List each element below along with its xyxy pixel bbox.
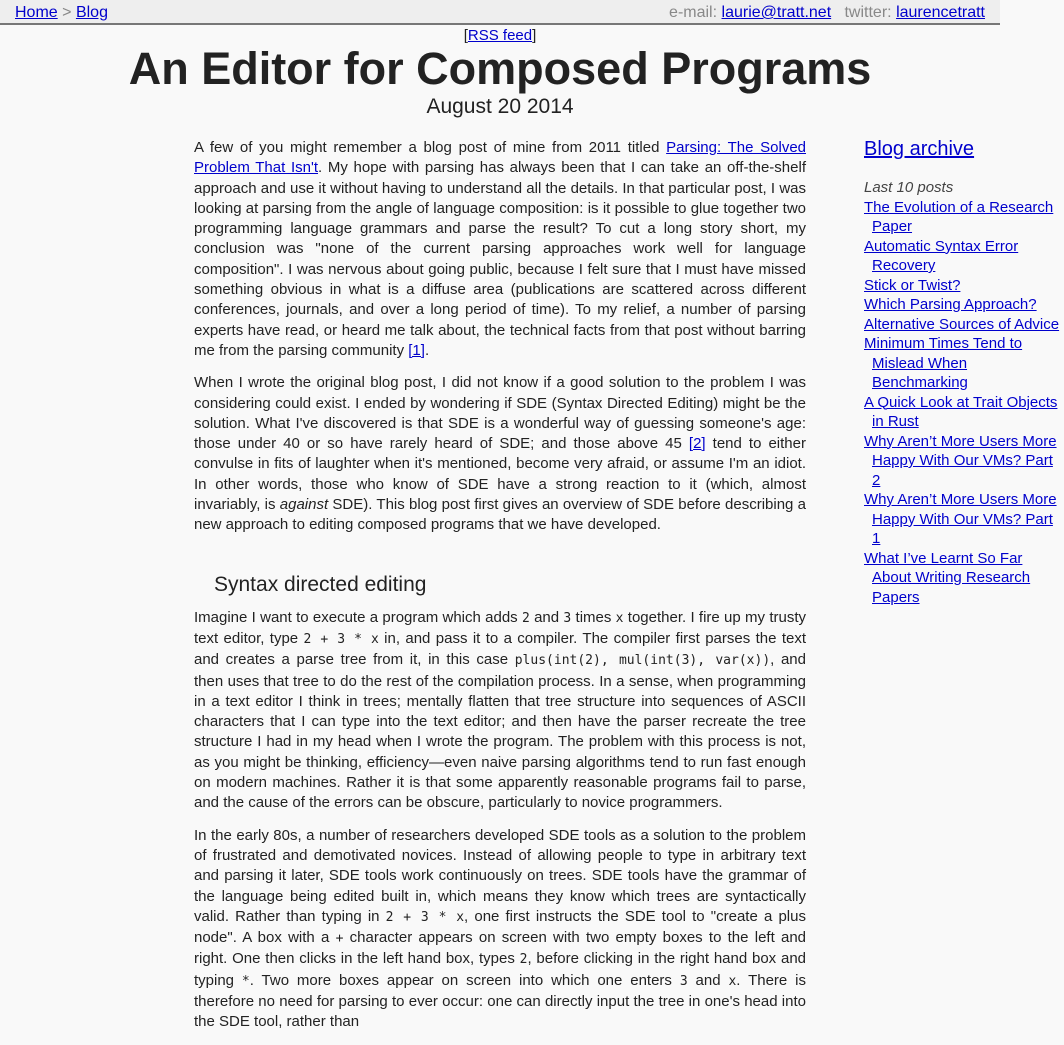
section-heading: Syntax directed editing bbox=[214, 572, 427, 596]
footnote-1-link[interactable]: [1] bbox=[408, 341, 425, 359]
text: . There is therefore no need for parsing to ever occur: one can directly input the tree in one's head into the SDE tool, rather than bbox=[194, 971, 806, 1031]
footnote-2-link[interactable]: [2] bbox=[688, 435, 706, 453]
text: In the early 80s, a number of researchers developed SDE tools as a solution to the problem of frustrated and demotivated novices. Instead of allowing people to type in arbitrary text and parsing it later, SDE tools work continuously on trees. SDE tools have the grammar of the language being edited built in, which means they know which trees are syntactically valid. Rather than typing in bbox=[194, 826, 806, 925]
text: and bbox=[687, 971, 729, 989]
recent-post-link[interactable]: What I’ve Learnt So Far About Writing Research Papers bbox=[864, 549, 1031, 606]
code: * bbox=[241, 973, 250, 989]
list-item bbox=[864, 432, 1064, 491]
blog-link[interactable]: Blog bbox=[75, 4, 108, 21]
code: 3 bbox=[563, 610, 572, 626]
code: 2 + 3 * x bbox=[303, 631, 379, 647]
list-item bbox=[864, 549, 1064, 608]
list-item bbox=[864, 198, 1064, 237]
text: When I wrote the original blog post, I did not know if a good solution to the problem I was considering could exist. I ended by wondering if SDE (Syntax Directed Editing) might be the solution. What I've discovered is that SDE is a wonderful way of guessing someone's age: those under 40 or so have rarely heard of SDE; and those above 45 bbox=[194, 374, 806, 453]
list-item bbox=[864, 393, 1064, 432]
code: 2 + 3 * x bbox=[385, 909, 465, 925]
text: tend to either convulse in fits of laughter when it's mentioned, become very afraid, or assume I'm an idiot. In other words, those who know of SDE have a strong reaction to it (which, almost invariably, is bbox=[194, 435, 806, 514]
text: together. I fire up my trusty text editor, type bbox=[194, 608, 806, 647]
recent-post-link[interactable]: Minimum Times Tend to Mislead When Benchmarking bbox=[864, 335, 1023, 391]
text: , and then uses that tree to do the rest of the compilation process. In a sense, when programming in a text editor I think in trees; mentally flatten that tree structure into sequences of ASCII characters that I can type into the text editor; and then have the parser recreate the tree structure I had in my head when I wrote the program. The problem with this process is not, as you might be thinking, efficiency—even naive parsing algorithms tend to run fast enough on modern machines. Rather it is that some apparently reasonable programs fail to parse, and the cause of the errors can be obscure, particularly to novice programmers. bbox=[194, 651, 806, 812]
twitter-link[interactable]: laurencetratt bbox=[896, 4, 985, 21]
blog-archive-link[interactable]: Blog archive bbox=[864, 138, 975, 160]
text: , one first instructs the SDE tool to "create a plus node". A box with a bbox=[194, 907, 806, 947]
text: . Two more boxes appear on screen into which one enters bbox=[249, 971, 680, 989]
recent-post-link[interactable]: A Quick Look at Trait Objects in Rust bbox=[864, 393, 1058, 430]
recent-post-link[interactable]: Which Parsing Approach? bbox=[864, 296, 1037, 313]
email-label: e-mail: bbox=[669, 4, 718, 21]
recent-post-link[interactable]: Stick or Twist? bbox=[864, 276, 961, 294]
sidebar bbox=[864, 136, 1060, 607]
recent-post-link[interactable]: Why Aren’t More Users More Happy With Our VMs? Part 1 bbox=[864, 491, 1057, 547]
recent-post-link[interactable]: Alternative Sources of Advice bbox=[864, 315, 1060, 333]
recent-post-link[interactable]: Why Aren’t More Users More Happy With Our VMs? Part 2 bbox=[864, 432, 1057, 489]
page-title: An Editor for Composed Programs bbox=[128, 43, 872, 94]
twitter-label: twitter: bbox=[844, 4, 892, 21]
text: and bbox=[529, 608, 564, 626]
top-nav-bar bbox=[0, 0, 1000, 25]
list-item bbox=[864, 315, 1064, 335]
emphasis: against bbox=[279, 496, 329, 514]
text: character appears on screen with two empty boxes to the left and right. One then clicks in the left hand box, types bbox=[194, 929, 807, 968]
list-item bbox=[864, 276, 1064, 296]
contact-info bbox=[669, 0, 985, 25]
rss-feed-link[interactable]: RSS feed bbox=[467, 27, 533, 44]
text: SDE). This blog post first gives an overview of SDE before describing a new approach to editing composed programs that we have developed. bbox=[194, 496, 806, 534]
paragraph-1 bbox=[194, 138, 806, 361]
article-body bbox=[194, 138, 806, 1045]
code: x bbox=[615, 610, 624, 626]
breadcrumb bbox=[15, 0, 108, 25]
code: x bbox=[728, 973, 737, 989]
recent-post-link[interactable]: The Evolution of a Research Paper bbox=[864, 198, 1054, 235]
text: . My hope with parsing has always been that I can take an off-the-shelf approach and use it without having to understand all the details. In that particular post, I was looking at parsing from the angle of language composition: is it possible to glue together two programming language grammars and parse the result? To cut a long story short, my conclusion was "none of the current parsing approaches work well for language composition". I was nervous about going public, because I felt sure that I must have missed something obvious in what is a diffuse area (publications are scattered across different conferences, journals, and over a long period of time). To my relief, a number of parsing experts have read, or heard me talk about, the technical facts from that post without barring me from the parsing community bbox=[194, 159, 806, 359]
list-item bbox=[864, 490, 1064, 549]
list-item bbox=[864, 237, 1064, 276]
text: times bbox=[571, 608, 616, 626]
list-item bbox=[864, 334, 1064, 393]
home-link[interactable]: Home bbox=[15, 4, 58, 21]
code: 2 bbox=[521, 610, 530, 626]
code: 2 bbox=[519, 952, 528, 968]
paragraph-4 bbox=[194, 826, 806, 1033]
paragraph-2 bbox=[194, 373, 806, 535]
last-posts-label: Last 10 posts bbox=[864, 179, 954, 196]
text: Imagine I want to execute a program which adds bbox=[194, 608, 522, 626]
rss-close-bracket: ] bbox=[532, 27, 537, 44]
code: plus(int(2), mul(int(3), var(x)) bbox=[514, 653, 771, 669]
paragraph-3 bbox=[194, 608, 806, 814]
email-link[interactable]: laurie@tratt.net bbox=[721, 4, 832, 21]
code: + bbox=[335, 931, 344, 947]
text: , before clicking in the right hand box and typing bbox=[194, 950, 807, 989]
recent-posts-list bbox=[864, 198, 1064, 608]
text: . bbox=[424, 341, 430, 359]
rss-open-bracket: [ bbox=[463, 27, 468, 44]
recent-post-link[interactable]: Automatic Syntax Error Recovery bbox=[864, 237, 1019, 274]
breadcrumb-separator: > bbox=[62, 4, 72, 21]
text: A few of you might remember a blog post of mine from 2011 titled bbox=[194, 139, 667, 156]
code: 3 bbox=[679, 973, 688, 989]
post-date: August 20 2014 bbox=[426, 95, 574, 118]
list-item bbox=[864, 295, 1064, 315]
text: in, and pass it to a compiler. The compiler first parses the text and creates a parse tree from it, in this case bbox=[194, 629, 806, 669]
parsing-post-link[interactable]: Parsing: The Solved Problem That Isn't bbox=[194, 139, 806, 177]
